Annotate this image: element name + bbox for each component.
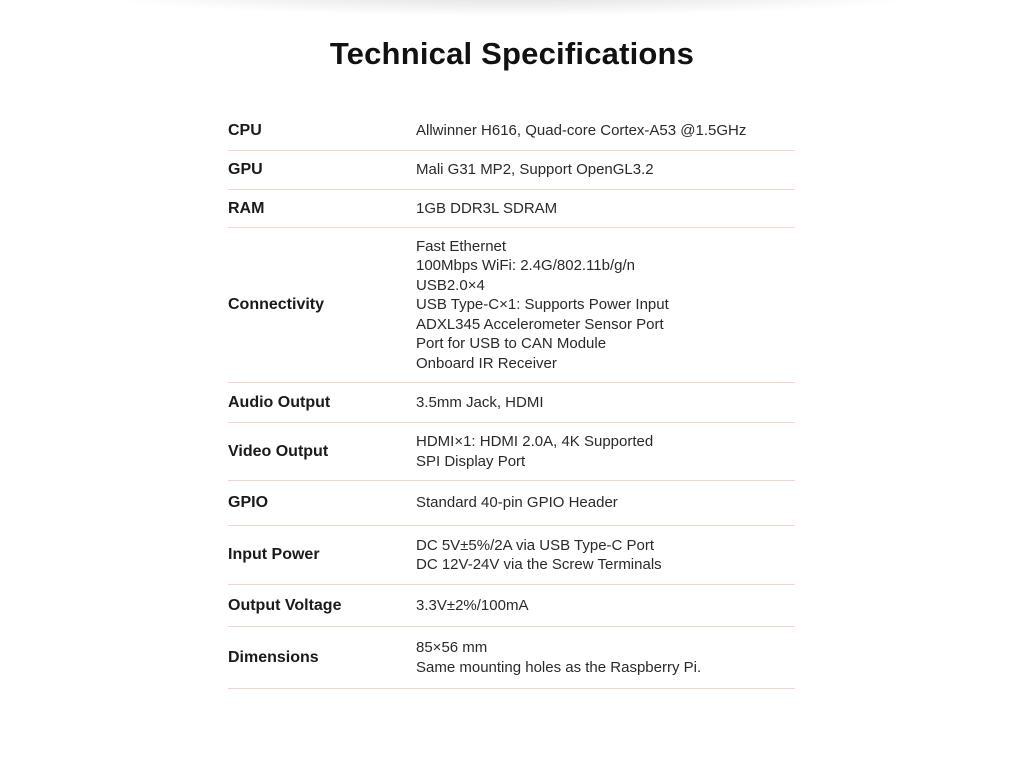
spec-row-ram — [228, 190, 795, 228]
spec-value-cpu — [416, 121, 795, 140]
spec-label-gpu: GPU — [228, 161, 263, 178]
spec-value-line: Allwinner H616, Quad-core Cortex-A53 @1.5GHz — [416, 121, 747, 139]
spec-label-video-output: Video Output — [228, 442, 329, 460]
spec-row-audio-output — [228, 383, 795, 423]
spec-row-connectivity — [228, 228, 795, 383]
spec-value-line: USB2.0×4 — [416, 276, 485, 294]
spec-value-line: Standard 40-pin GPIO Header — [416, 494, 618, 512]
spec-value-line: Onboard IR Receiver — [416, 354, 557, 372]
spec-value-line: 100Mbps WiFi: 2.4G/802.11b/g/n — [416, 257, 636, 275]
spec-label-input-power: Input Power — [228, 546, 320, 563]
spec-value-line: 3.5mm Jack, HDMI — [416, 393, 544, 411]
spec-value-line: 85×56 mm — [416, 639, 488, 657]
spec-value-line: 1GB DDR3L SDRAM — [416, 199, 558, 217]
spec-value-line: DC 5V±5%/2A via USB Type-C Port — [416, 536, 655, 554]
spec-label-output-voltage: Output Voltage — [228, 596, 342, 614]
spec-value-video-output — [416, 432, 795, 471]
spec-value-audio-output — [416, 393, 795, 412]
spec-value-dimensions — [416, 638, 795, 677]
spec-value-gpio — [416, 493, 795, 512]
top-shadow-decoration — [0, 0, 1024, 30]
spec-value-output-voltage — [416, 596, 795, 615]
spec-label-gpio: GPIO — [228, 494, 269, 511]
spec-row-dimensions — [228, 627, 795, 689]
spec-value-connectivity — [416, 237, 795, 373]
spec-value-line: SPI Display Port — [416, 452, 526, 470]
spec-value-line: Port for USB to CAN Module — [416, 335, 607, 353]
spec-value-line: HDMI×1: HDMI 2.0A, 4K Supported — [416, 433, 654, 451]
spec-row-cpu — [228, 111, 795, 151]
spec-value-input-power — [416, 536, 795, 575]
spec-value-line: ADXL345 Accelerometer Sensor Port — [416, 315, 664, 333]
spec-value-line: Same mounting holes as the Raspberry Pi. — [416, 658, 702, 676]
spec-row-gpio — [228, 481, 795, 526]
spec-value-line: Fast Ethernet — [416, 238, 507, 256]
spec-label-connectivity: Connectivity — [228, 296, 325, 313]
spec-label-ram: RAM — [228, 199, 265, 217]
spec-label-dimensions: Dimensions — [228, 648, 319, 666]
spec-value-ram — [416, 199, 795, 218]
spec-value-line: 3.3V±2%/100mA — [416, 596, 529, 614]
spec-row-gpu — [228, 151, 795, 190]
spec-value-line: USB Type-C×1: Supports Power Input — [416, 296, 669, 314]
spec-table — [228, 111, 795, 689]
spec-label-audio-output: Audio Output — [228, 393, 331, 411]
spec-label-cpu: CPU — [228, 121, 262, 139]
spec-value-line: Mali G31 MP2, Support OpenGL3.2 — [416, 161, 654, 179]
spec-row-input-power — [228, 526, 795, 585]
spec-row-video-output — [228, 423, 795, 481]
page-title: Technical Specifications — [329, 36, 695, 71]
spec-value-line: DC 12V-24V via the Screw Terminals — [416, 556, 662, 573]
spec-value-gpu — [416, 160, 795, 179]
spec-row-output-voltage — [228, 585, 795, 627]
